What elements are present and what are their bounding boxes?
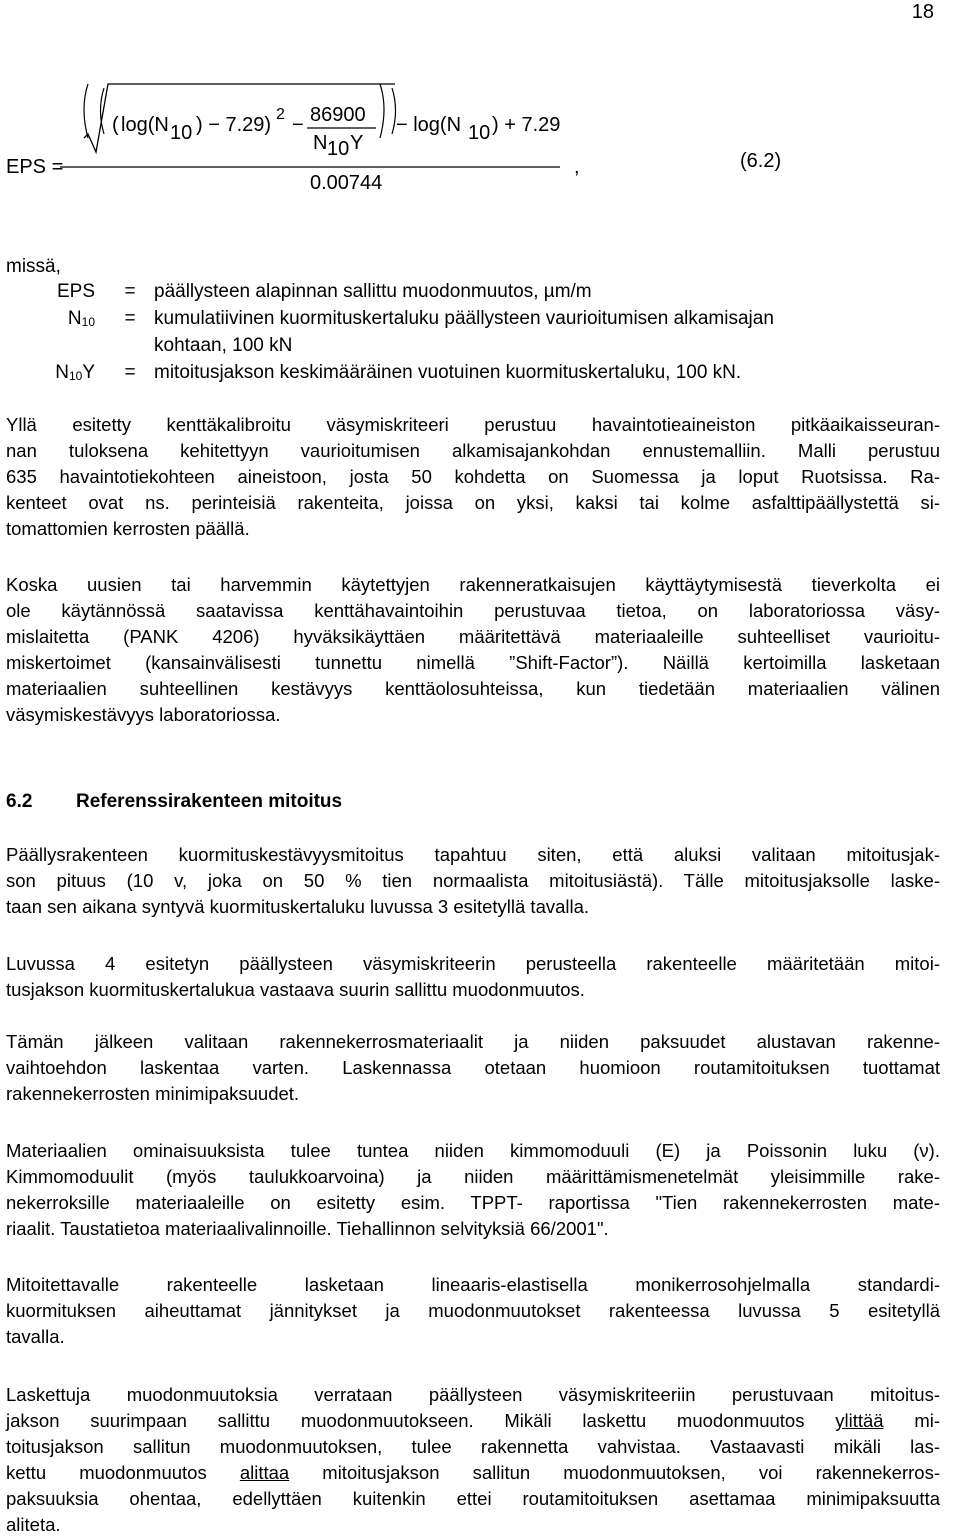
paragraph-line: kenteet ovat ns. perinteisiä rakenteita, joissa on yksi, kaksi tai kolme asfalttipäällystettä si- — [6, 492, 940, 513]
formula-log1: log(N — [121, 114, 169, 136]
paragraph-line: väsymiskestävyys laboratoriossa. — [6, 704, 281, 725]
paragraph-2 — [6, 572, 940, 728]
section-heading — [6, 789, 342, 815]
definition-text-continued: kohtaan, 100 kN — [154, 335, 293, 356]
formula-lhs: EPS = — [6, 156, 64, 178]
paragraph-line: miskertoimet (kansainvälisesti tunnettu nimellä ”Shift-Factor”). Näillä kertoimilla lasketaan — [6, 652, 940, 673]
underlined-word-alittaa: alittaa — [239, 1462, 290, 1483]
paragraph-line: Koska uusien tai harvemmin käytettyjen rakenneratkaisujen käyttäytymisestä tieverkolta ei — [6, 574, 940, 595]
formula-log2: − log(N — [396, 114, 462, 136]
definition-text: päällysteen alapinnan sallittu muodonmuutos, µm/m — [154, 281, 592, 302]
definition-symbol: $N_{10}$ — [67, 308, 95, 329]
definitions-lead: missä, — [6, 256, 61, 277]
paragraph-7 — [6, 1272, 940, 1350]
paragraph-line: kettu muodonmuutos alittaa mitoitusjakson sallitun muodonmuutoksen, voi rakennekerros- — [6, 1462, 940, 1483]
paragraph-line: rakennekerrosten minimipaksuudet. — [6, 1083, 300, 1104]
definition-symbol: EPS — [56, 281, 95, 302]
paragraph-line: Luvussa 4 esitetyn päällysteen väsymiskriteerin perusteella rakenteelle määritetään mitoi- — [6, 953, 940, 974]
paragraph-line: 635 havaintotiekohteen aineistoon, josta 50 kohdetta on Suomessa ja loput Ruotsissa. Ra- — [6, 466, 940, 487]
formula-den-n: N — [313, 132, 328, 154]
paragraph-line: jakson suurimpaan sallittu muodonmuutokseen. Mikäli laskettu muodonmuutos ylittää mi- — [6, 1410, 941, 1431]
paragraph-line: toitusjakson sallitun muodonmuutoksen, tulee rakennetta vahvistaa. Vastaavasti mikäli las- — [6, 1436, 940, 1457]
paragraph-line: Tämän jälkeen valitaan rakennekerrosmateriaalit ja niiden paksuudet alustavan rakenne- — [6, 1031, 940, 1052]
paragraph-8 — [6, 1382, 940, 1538]
formula-sub2: 10 — [468, 122, 491, 144]
formula-numerator: 86900 — [310, 104, 366, 126]
formula-sub1: 10 — [170, 122, 193, 144]
paragraph-line: Päällysrakenteen kuormituskestävyysmitoitus tapahtuu siten, että aluksi valitaan mitoitusjak- — [6, 844, 940, 865]
paragraph-line: kuormituksen aiheuttamat jännitykset ja muodonmuutokset rakenteessa luvussa 5 esitetyllä — [6, 1300, 940, 1321]
definition-equals: = — [124, 308, 136, 329]
paragraph-line: vaihtoehdon laskentaa varten. Laskennassa otetaan huomioon routamitoituksen tuottamat — [6, 1057, 940, 1078]
paragraph-line: ole käytännössä saatavissa kenttähavaintoihin perustuvaa tietoa, on laboratoriossa väsy- — [6, 600, 940, 621]
paragraph-line: Yllä esitetty kenttäkalibroitu väsymiskriteeri perustuu havaintotieaineiston pitkäaikaisseuran- — [6, 414, 940, 435]
paragraph-5 — [6, 1029, 940, 1107]
definition-list — [0, 278, 960, 386]
paragraph-6 — [6, 1138, 940, 1242]
formula-square: 2 — [276, 106, 285, 123]
section-title: Referenssirakenteen mitoitus — [76, 791, 343, 812]
paragraph-line: mislaitetta (PANK 4206) hyväksikäyttäen määritettävä materiaaleille suhteelliset vaurioitu- — [6, 626, 940, 647]
formula-plus729: ) + 7.29 — [492, 114, 561, 136]
paragraph-line: aliteta. — [6, 1514, 61, 1535]
definition-row — [0, 359, 960, 386]
equation-number: (6.2) — [740, 150, 782, 172]
paragraph-3 — [6, 842, 940, 920]
paragraph-line: tavalla. — [6, 1326, 65, 1347]
formula-drawing — [0, 80, 960, 210]
paragraph-line: nekerroksille materiaaleille on esitetty esim. TPPT- raportissa "Tien rakennekerrosten mate- — [6, 1192, 940, 1213]
definition-equals: = — [124, 362, 136, 383]
formula-6-2 — [0, 80, 960, 210]
formula-den-y: Y — [350, 132, 364, 154]
underlined-word-ylittaa: ylittää — [835, 1410, 884, 1431]
paragraph-line: Mitoitettavalle rakenteelle lasketaan lineaaris-elastisella monikerrosohjelmalla standardi- — [6, 1274, 940, 1295]
paragraph-line: Laskettuja muodonmuutoksia verrataan päällysteen väsymiskriteeriin perustuvaan mitoitus- — [6, 1384, 940, 1405]
definition-row — [0, 332, 960, 359]
definition-symbol: $N_{10}Y$ — [55, 362, 95, 383]
formula-open-paren: ( — [112, 114, 119, 136]
paragraph-line: riaalit. Taustatietoa materiaalivalinnoille. Tiehallinnon selvityksiä 66/2001". — [6, 1218, 609, 1239]
paragraph-line: tusjakson kuormituskertalukua vastaava suurin sallittu muodonmuutos. — [6, 979, 585, 1000]
definition-text: kumulatiivinen kuormituskertaluku päällysteen vaurioitumisen alkamisajan — [154, 308, 774, 329]
paragraph-4 — [6, 951, 940, 1003]
formula-denominator: 0.00744 — [310, 172, 383, 194]
paragraph-line: nan tuloksena kehitettyyn vaurioitumisen alkamisajankohdan ennustemalliin. Malli perustuu — [6, 440, 940, 461]
paragraph-line: taan sen aikana syntyvä kuormituskertaluku luvussa 3 esitetyllä tavalla. — [6, 896, 590, 917]
definition-equals: = — [124, 281, 136, 302]
paragraph-line: tomattomien kerrosten päällä. — [6, 518, 250, 539]
paragraph-1 — [6, 412, 940, 542]
formula-den-sub: 10 — [327, 138, 350, 160]
formula-minus729: ) − 7.29) — [196, 114, 272, 136]
paragraph-line: Kimmomoduulit (myös taulukkoarvoina) ja niiden määrittämismenetelmät yleisimmille rake- — [6, 1166, 940, 1187]
paragraph-line: paksuuksia ohentaa, edellyttäen kuitenkin ettei routamitoituksen asettamaa minimipaksuutta — [6, 1488, 940, 1509]
formula-comma: , — [574, 156, 580, 178]
page-number: 18 — [911, 1, 934, 23]
formula-minus: − — [292, 114, 304, 136]
paragraph-line: materiaalien suhteellinen kestävyys kenttäolosuhteissa, kun tiedetään materiaalien välinen — [6, 678, 940, 699]
paragraph-line: Materiaalien ominaisuuksista tulee tuntea niiden kimmomoduuli (E) ja Poissonin luku (ν). — [6, 1140, 940, 1161]
section-number: 6.2 — [6, 791, 33, 812]
definition-row — [0, 278, 960, 305]
definition-row — [0, 305, 960, 332]
definition-text: mitoitusjakson keskimääräinen vuotuinen kuormituskertaluku, 100 kN. — [154, 362, 742, 383]
paragraph-line: son pituus (10 v, joka on 50 % tien normaalista mitoitusiästä). Tälle mitoitusjaksolle laske- — [6, 870, 940, 891]
